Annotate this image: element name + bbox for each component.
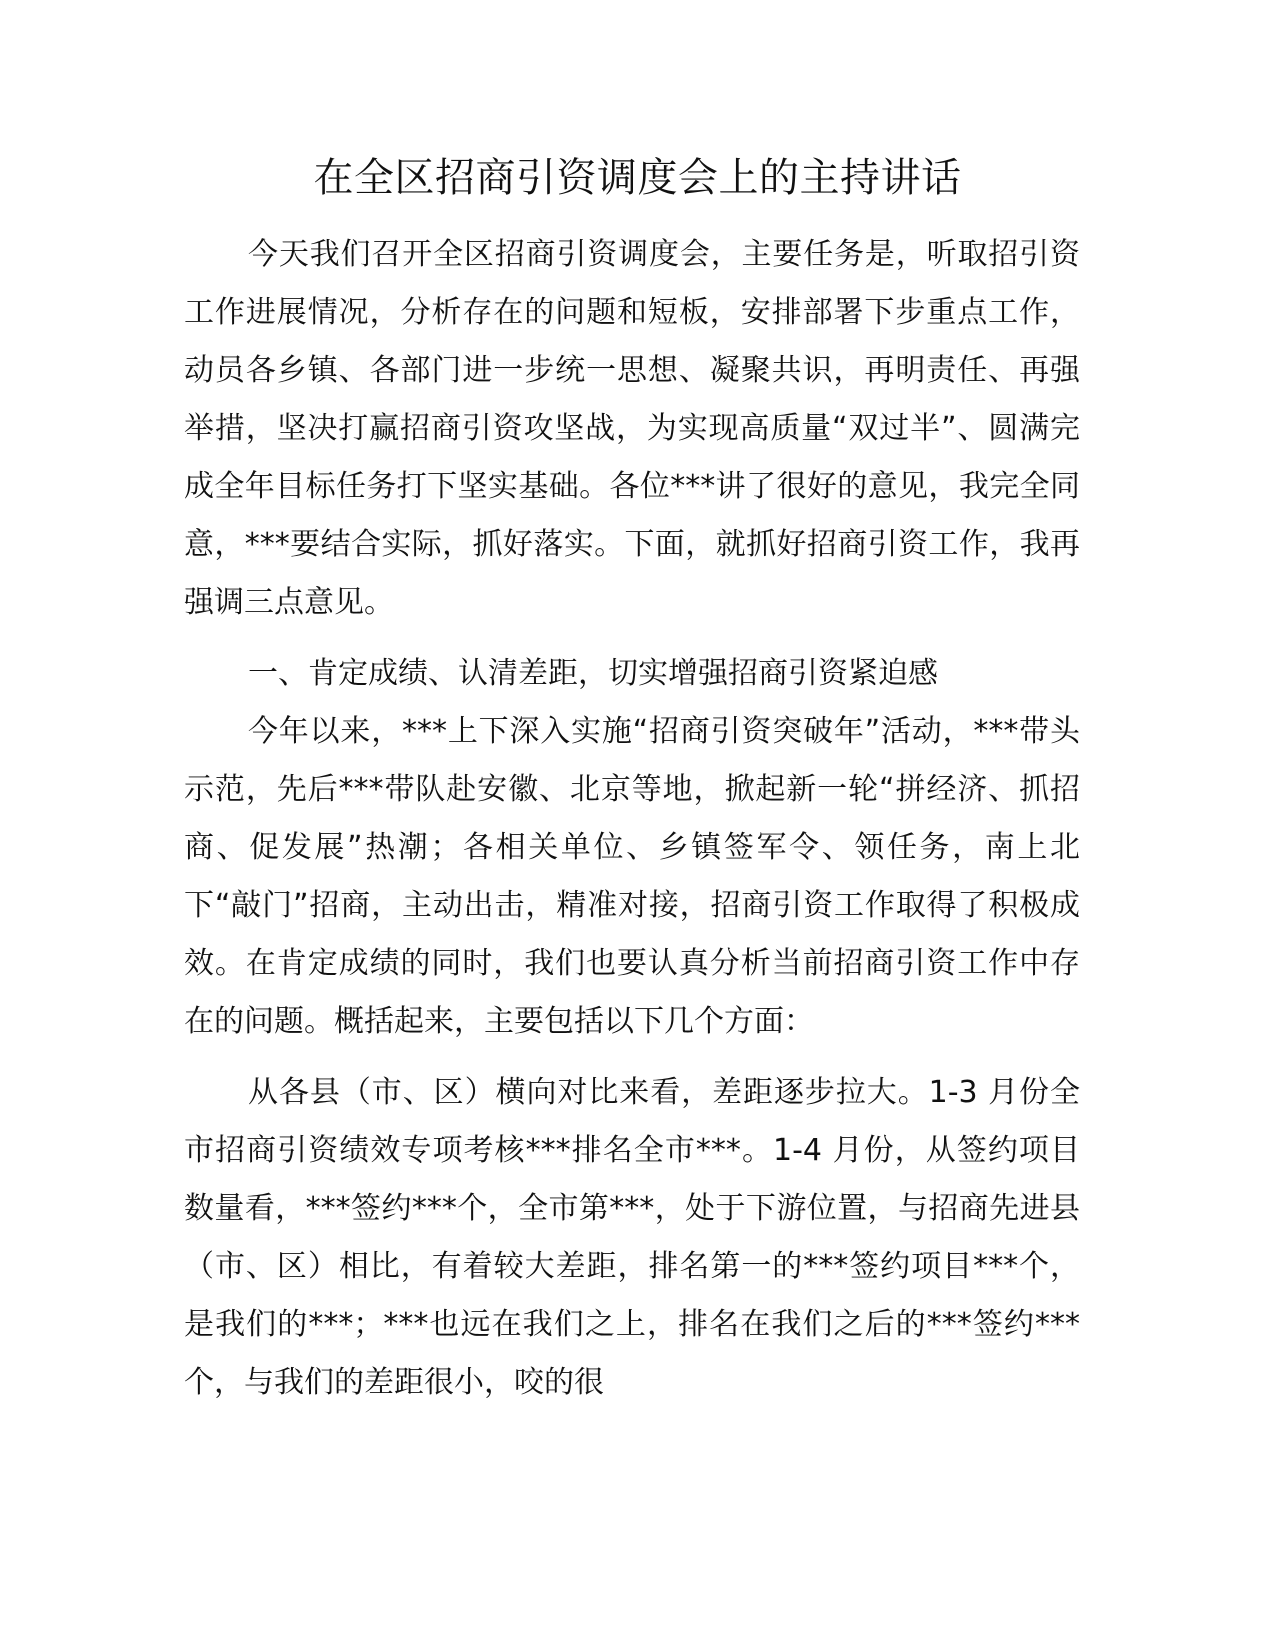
document-title: 在全区招商引资调度会上的主持讲话: [313, 155, 962, 201]
document-body: [184, 226, 1080, 1412]
paragraph-achievements: 今年以来，***上下深入实施“招商引资突破年”活动，***带头示范，先后***带队赴安徽、北京等地，掀起新一轮“拼经济、抓招商、促发展”热潮；各相关单位、乡镇签军令、领任务，南上北下“敲门”招商，主动出击，精准对接，招商引资工作取得了积极成效。在肯定成绩的同时，我们也要认真分析当前招商引资工作中存在的问题。概括起来，主要包括以下几个方面：: [184, 714, 1080, 1039]
paragraph-comparison: 从各县（市、区）横向对比来看，差距逐步拉大。1-3 月份全市招商引资绩效专项考核***排名全市***。1-4 月份，从签约项目数量看，***签约***个，全市第***，处于下游位置，与招商先进县（市、区）相比，有着较大差距，排名第一的***签约项目***个，是我们的***；***也远在我们之上，排名在我们之后的***签约***个，与我们的差距很小，咬的很: [184, 1075, 1080, 1400]
paragraph-intro: 今天我们召开全区招商引资调度会，主要任务是，听取招引资工作进展情况，分析存在的问题和短板，安排部署下步重点工作，动员各乡镇、各部门进一步统一思想、凝聚共识，再明责任、再强举措，坚决打赢招商引资攻坚战，为实现高质量“双过半”、圆满完成全年目标任务打下坚实基础。各位***讲了很好的意见，我完全同意，***要结合实际，抓好落实。下面，就抓好招商引资工作，我再强调三点意见。: [184, 237, 1080, 620]
section-heading-1: 一、肯定成绩、认清差距，切实增强招商引资紧迫感: [248, 656, 938, 691]
